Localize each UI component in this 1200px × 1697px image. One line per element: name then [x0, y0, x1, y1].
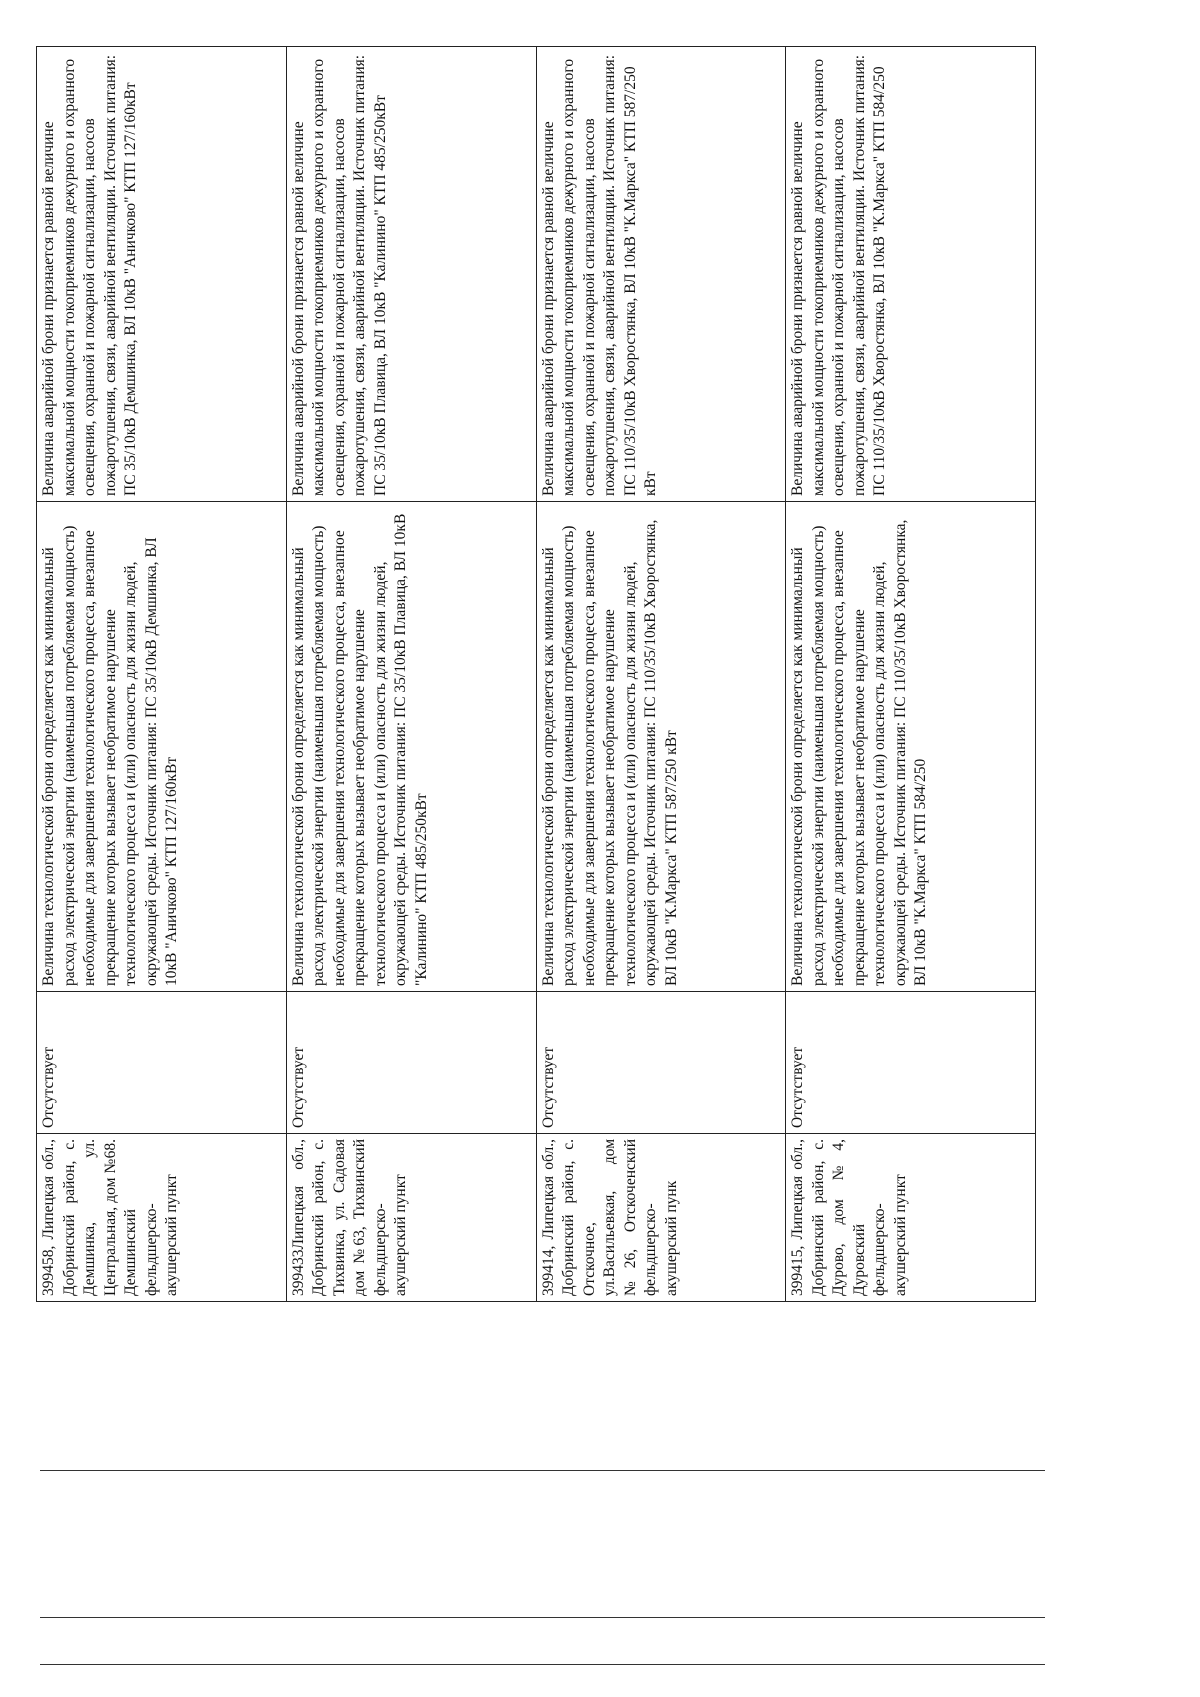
power-reserve-table: [36, 46, 1036, 1302]
status-cell: Отсутствует: [37, 992, 287, 1134]
table-row: [536, 47, 786, 1302]
emergency-reserve-cell: Величина аварийной брони признается равной величине максимальной мощности токоприемников дежурного и охранного освещения, охранной и пожарной сигнализации, насосов пожаротушения, связи, аварийной вентиляции. Источник питания: ПС 35/10кВ Демшинка, ВЛ 10кВ "Аничково" КТП 127/160кВт: [37, 47, 287, 502]
facility-address-cell: 399433Липецкая обл., Добринский район, с. Тихвинка, ул. Садовая дом №63, Тихвинский фельдшерско-акушерский пункт: [286, 1134, 536, 1302]
status-cell: Отсутствует: [536, 992, 786, 1134]
technological-reserve-cell: Величина технологической брони определяется как минимальный расход электрической энергии (наименьшая потребляемая мощность) необходимые для завершения технологического процесса, внезапное прекращение которых вызывает необратимое нарушение технологического процесса и (или) опасность для жизни людей, окружающей среды. Источник питания: ПС 110/35/10кВ Хворостянка, ВЛ 10кВ "К.Маркса" КТП 584/250: [786, 502, 1036, 992]
emergency-reserve-cell: Величина аварийной брони признается равной величине максимальной мощности токоприемников дежурного и охранного освещения, охранной и пожарной сигнализации, насосов пожаротушения, связи, аварийной вентиляции. Источник питания: ПС 110/35/10кВ Хворостянка, ВЛ 10кВ "К.Маркса" КТП 584/250: [786, 47, 1036, 502]
emergency-reserve-cell: Величина аварийной брони признается равной величине максимальной мощности токоприемников дежурного и охранного освещения, охранной и пожарной сигнализации, насосов пожаротушения, связи, аварийной вентиляции. Источник питания: ПС 110/35/10кВ Хворостянка, ВЛ 10кВ "К.Маркса" КТП 587/250 кВт: [536, 47, 786, 502]
technological-reserve-cell: Величина технологической брони определяется как минимальный расход электрической энергии (наименьшая потребляемая мощность) необходимые для завершения технологического процесса, внезапное прекращение которых вызывает необратимое нарушение технологического процесса и (или) опасность для жизни людей, окружающей среды. Источник питания: ПС 35/10кВ Демшинка, ВЛ 10кВ "Аничково" КТП 127/160кВт: [37, 502, 287, 992]
technological-reserve-cell: Величина технологической брони определяется как минимальный расход электрической энергии (наименьшая потребляемая мощность) необходимые для завершения технологического процесса, внезапное прекращение которых вызывает необратимое нарушение технологического процесса и (или) опасность для жизни людей, окружающей среды. Источник питания: ПС 110/35/10кВ Хворостянка, ВЛ 10кВ "К.Маркса" КТП 587/250 кВт: [536, 502, 786, 992]
horizontal-divider-line: [40, 1470, 1045, 1471]
horizontal-divider-line: [40, 1617, 1045, 1618]
technological-reserve-cell: Величина технологической брони определяется как минимальный расход электрической энергии (наименьшая потребляемая мощность) необходимые для завершения технологического процесса, внезапное прекращение которых вызывает необратимое нарушение технологического процесса и (или) опасность для жизни людей, окружающей среды. Источник питания: ПС 35/10кВ Плавица, ВЛ 10кВ "Калинино" КТП 485/250кВт: [286, 502, 536, 992]
table-row: [37, 47, 287, 1302]
horizontal-divider-line: [40, 1664, 1045, 1665]
facility-address-cell: 399414, Липецкая обл., Добринский район, с. Отскочное, ул.Васильевкая, дом №26, Отскоченский фельдшерско-акушерский пунк: [536, 1134, 786, 1302]
facility-address-cell: 399415, Липецкая обл., Добринский район, с. Дурово, дом №4, Дуровский фельдшерско-акушерский пункт: [786, 1134, 1036, 1302]
facility-address-cell: 399458, Липецкая обл., Добринский район, с. Демшинка, ул. Центральная, дом №68. Демшинский фельдшерско-акушерский пункт: [37, 1134, 287, 1302]
table-row: [286, 47, 536, 1302]
table-row: [786, 47, 1036, 1302]
emergency-reserve-cell: Величина аварийной брони признается равной величине максимальной мощности токоприемников дежурного и охранного освещения, охранной и пожарной сигнализации, насосов пожаротушения, связи, аварийной вентиляции. Источник питания: ПС 35/10кВ Плавица, ВЛ 10кВ "Калинино" КТП 485/250кВт: [286, 47, 536, 502]
status-cell: Отсутствует: [786, 992, 1036, 1134]
rotated-table-container: [36, 47, 1036, 1302]
status-cell: Отсутствует: [286, 992, 536, 1134]
